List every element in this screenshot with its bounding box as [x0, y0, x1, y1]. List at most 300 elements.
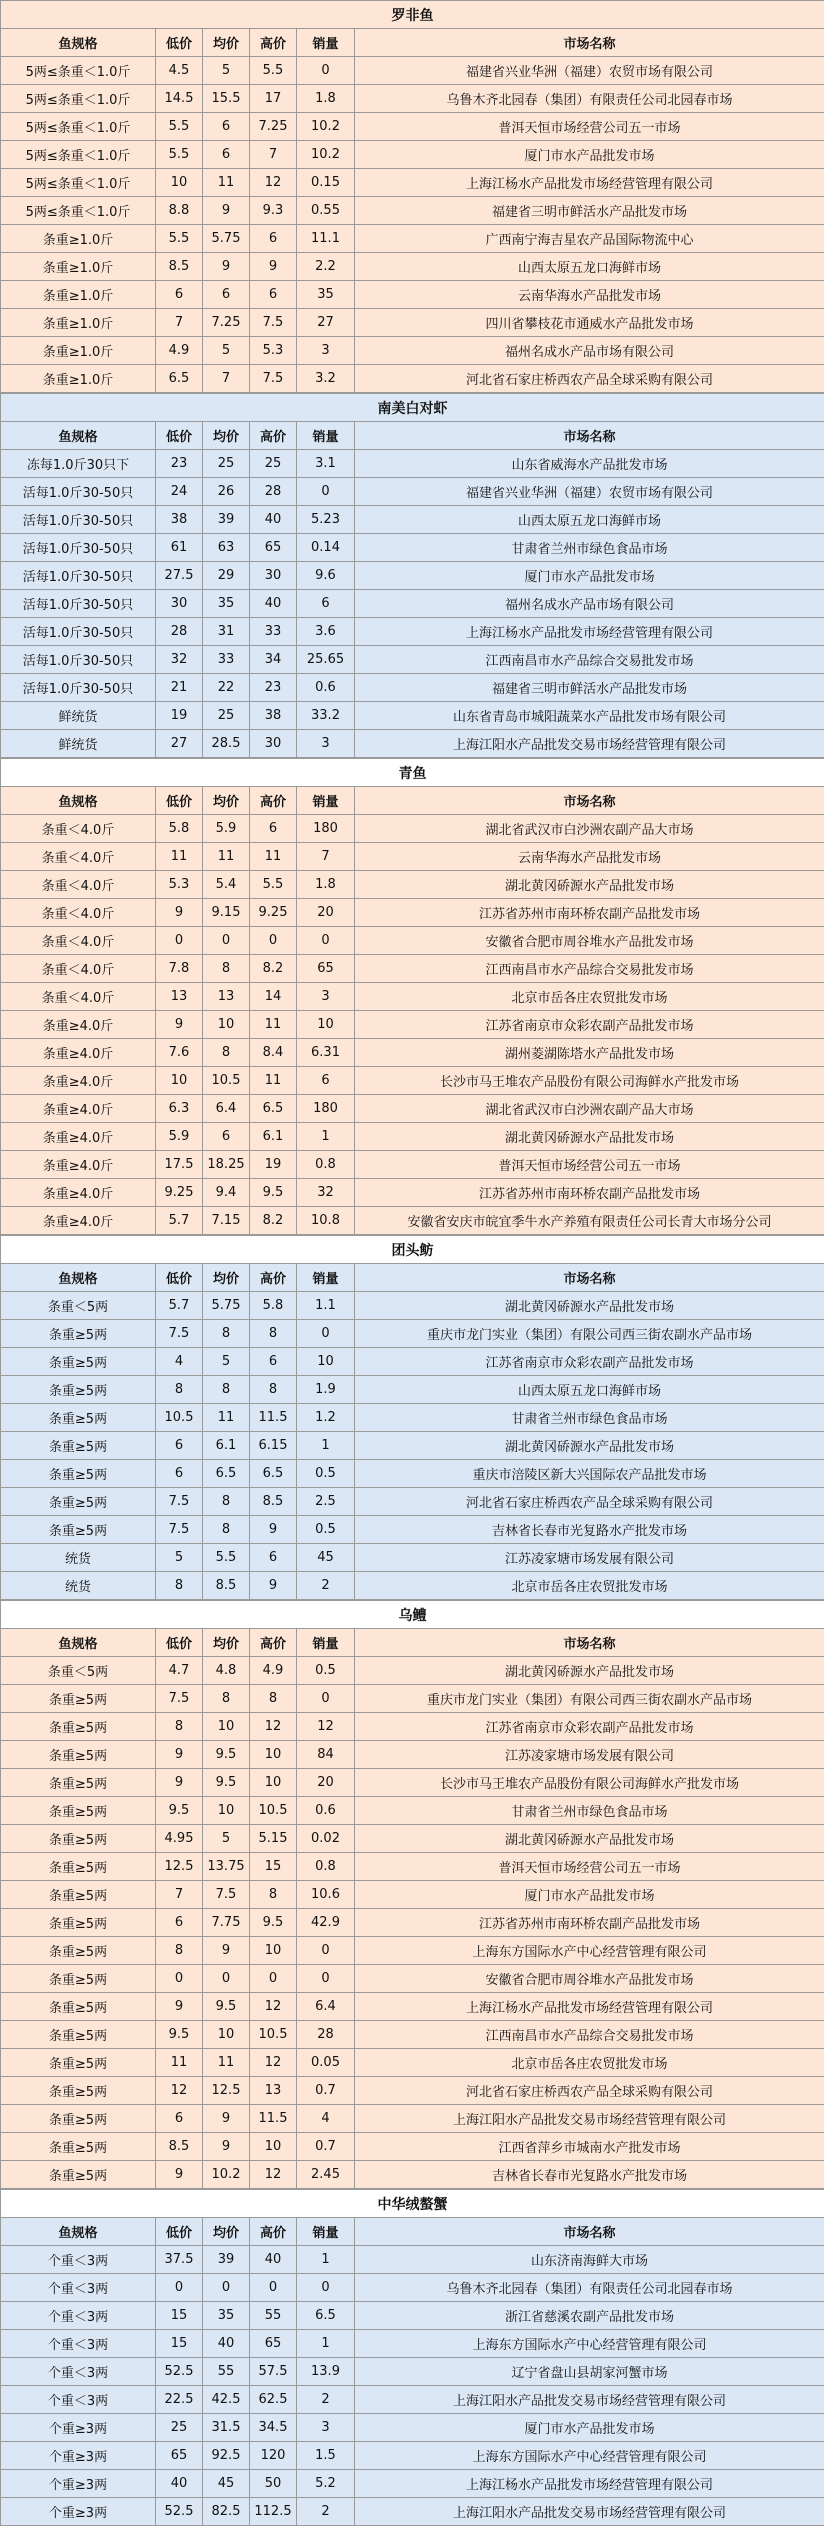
low-price-cell: 38 — [156, 506, 203, 534]
low-price-cell: 9 — [156, 899, 203, 927]
volume-header: 销量 — [297, 1629, 355, 1657]
market-cell: 乌鲁木齐北园春（集团）有限责任公司北园春市场 — [355, 2274, 824, 2302]
avg-price-cell: 6.5 — [203, 1460, 250, 1488]
table-row — [1, 1516, 824, 1544]
spec-cell: 条重≥4.0斤 — [1, 1095, 156, 1123]
low-price-cell: 21 — [156, 674, 203, 702]
spec-cell: 条重≥5两 — [1, 1376, 156, 1404]
market-cell: 湖州菱湖陈塔水产品批发市场 — [355, 1039, 824, 1067]
avg-price-cell: 6 — [203, 141, 250, 169]
avg-price-cell: 9 — [203, 197, 250, 225]
high-price-header: 高价 — [250, 1629, 297, 1657]
low-price-cell: 65 — [156, 2442, 203, 2470]
table-row — [1, 197, 824, 225]
market-cell: 安徽省合肥市周谷堆水产品批发市场 — [355, 1965, 824, 1993]
table-row — [1, 1769, 824, 1797]
table-row — [1, 871, 824, 899]
market-cell: 吉林省长春市光复路水产批发市场 — [355, 2161, 824, 2189]
avg-price-cell: 5.9 — [203, 815, 250, 843]
table-row — [1, 702, 824, 730]
table-row — [1, 2049, 824, 2077]
low-price-cell: 10 — [156, 169, 203, 197]
avg-price-cell: 82.5 — [203, 2498, 250, 2526]
volume-cell: 0 — [297, 478, 355, 506]
section-title: 乌鳢 — [1, 1601, 824, 1629]
volume-cell: 2.2 — [297, 253, 355, 281]
low-price-cell: 14.5 — [156, 85, 203, 113]
low-price-cell: 5.3 — [156, 871, 203, 899]
spec-cell: 条重≥5两 — [1, 1516, 156, 1544]
market-cell: 甘肃省兰州市绿色食品市场 — [355, 1797, 824, 1825]
table-row — [1, 843, 824, 871]
volume-cell: 45 — [297, 1544, 355, 1572]
market-cell: 长沙市马王堆农产品股份有限公司海鲜水产批发市场 — [355, 1067, 824, 1095]
volume-cell: 33.2 — [297, 702, 355, 730]
volume-cell: 10.8 — [297, 1207, 355, 1235]
section-title-row — [1, 394, 824, 422]
volume-cell: 0.14 — [297, 534, 355, 562]
market-cell: 湖北省武汉市白沙洲农副产品大市场 — [355, 1095, 824, 1123]
table-row — [1, 1937, 824, 1965]
volume-cell: 28 — [297, 2021, 355, 2049]
spec-cell: 条重＜5两 — [1, 1657, 156, 1685]
volume-cell: 0 — [297, 1965, 355, 1993]
high-price-cell: 8.2 — [250, 1207, 297, 1235]
spec-cell: 条重≥5两 — [1, 1348, 156, 1376]
volume-cell: 3 — [297, 2414, 355, 2442]
table-row — [1, 2386, 824, 2414]
low-price-cell: 4.7 — [156, 1657, 203, 1685]
low-price-cell: 8.8 — [156, 197, 203, 225]
volume-cell: 1 — [297, 1432, 355, 1460]
avg-price-cell: 4.8 — [203, 1657, 250, 1685]
avg-price-cell: 9 — [203, 2105, 250, 2133]
high-price-cell: 6.15 — [250, 1432, 297, 1460]
table-row — [1, 674, 824, 702]
high-price-cell: 57.5 — [250, 2358, 297, 2386]
spec-cell: 鲜统货 — [1, 730, 156, 758]
market-cell: 江西省萍乡市城南水产批发市场 — [355, 2133, 824, 2161]
low-price-cell: 6 — [156, 281, 203, 309]
market-cell: 普洱天恒市场经营公司五一市场 — [355, 113, 824, 141]
market-cell: 山西太原五龙口海鲜市场 — [355, 1376, 824, 1404]
volume-cell: 27 — [297, 309, 355, 337]
spec-cell: 5两≤条重＜1.0斤 — [1, 141, 156, 169]
table-row — [1, 927, 824, 955]
market-cell: 湖北黄冈硚源水产品批发市场 — [355, 1432, 824, 1460]
volume-cell: 0.6 — [297, 1797, 355, 1825]
spec-cell: 条重≥4.0斤 — [1, 1179, 156, 1207]
section-table-qingyu — [0, 758, 824, 1235]
table-row — [1, 618, 824, 646]
volume-cell: 0.8 — [297, 1151, 355, 1179]
avg-price-cell: 35 — [203, 2302, 250, 2330]
market-cell: 江西南昌市水产品综合交易批发市场 — [355, 955, 824, 983]
spec-cell: 条重≥5两 — [1, 1769, 156, 1797]
table-row — [1, 2330, 824, 2358]
avg-price-header: 均价 — [203, 422, 250, 450]
table-row — [1, 2021, 824, 2049]
table-row — [1, 1320, 824, 1348]
market-cell: 四川省攀枝花市通威水产品批发市场 — [355, 309, 824, 337]
table-row — [1, 1207, 824, 1235]
volume-cell: 1 — [297, 2246, 355, 2274]
volume-cell: 7 — [297, 843, 355, 871]
market-cell: 湖北黄冈硚源水产品批发市场 — [355, 1657, 824, 1685]
avg-price-cell: 13.75 — [203, 1853, 250, 1881]
market-cell: 江苏省苏州市南环桥农副产品批发市场 — [355, 1909, 824, 1937]
high-price-cell: 12 — [250, 1993, 297, 2021]
table-row — [1, 562, 824, 590]
spec-cell: 个重＜3两 — [1, 2386, 156, 2414]
high-price-cell: 55 — [250, 2302, 297, 2330]
market-cell: 广西南宁海吉星农产品国际物流中心 — [355, 225, 824, 253]
volume-cell: 84 — [297, 1741, 355, 1769]
spec-cell: 个重≥3两 — [1, 2470, 156, 2498]
low-price-cell: 8 — [156, 1572, 203, 1600]
table-row — [1, 2274, 824, 2302]
high-price-cell: 7.5 — [250, 365, 297, 393]
market-cell: 云南华海水产品批发市场 — [355, 843, 824, 871]
volume-cell: 1.8 — [297, 85, 355, 113]
high-price-cell: 7.5 — [250, 309, 297, 337]
high-price-cell: 62.5 — [250, 2386, 297, 2414]
spec-cell: 条重≥5两 — [1, 1741, 156, 1769]
section-table-baiduixia — [0, 393, 824, 758]
avg-price-cell: 10 — [203, 1797, 250, 1825]
spec-cell: 条重≥5两 — [1, 1965, 156, 1993]
table-row — [1, 1011, 824, 1039]
spec-cell: 条重≥1.0斤 — [1, 281, 156, 309]
low-price-cell: 5.7 — [156, 1292, 203, 1320]
market-cell: 北京市岳各庄农贸批发市场 — [355, 2049, 824, 2077]
table-row — [1, 730, 824, 758]
high-price-cell: 9.25 — [250, 899, 297, 927]
market-cell: 山西太原五龙口海鲜市场 — [355, 506, 824, 534]
spec-cell: 条重≥5两 — [1, 1993, 156, 2021]
high-price-cell: 10.5 — [250, 1797, 297, 1825]
section-title-row — [1, 1236, 824, 1264]
market-cell: 福建省三明市鲜活水产品批发市场 — [355, 197, 824, 225]
low-price-cell: 11 — [156, 843, 203, 871]
high-price-cell: 6 — [250, 1544, 297, 1572]
volume-cell: 180 — [297, 815, 355, 843]
avg-price-cell: 5.75 — [203, 1292, 250, 1320]
spec-cell: 条重≥5两 — [1, 1881, 156, 1909]
low-price-cell: 27 — [156, 730, 203, 758]
market-cell: 甘肃省兰州市绿色食品市场 — [355, 1404, 824, 1432]
market-cell: 厦门市水产品批发市场 — [355, 562, 824, 590]
avg-price-cell: 7.15 — [203, 1207, 250, 1235]
table-row — [1, 57, 824, 85]
avg-price-cell: 11 — [203, 2049, 250, 2077]
avg-price-cell: 7.25 — [203, 309, 250, 337]
section-table-xie — [0, 2189, 824, 2526]
avg-price-cell: 8 — [203, 1516, 250, 1544]
volume-cell: 11.1 — [297, 225, 355, 253]
low-price-cell: 7.5 — [156, 1516, 203, 1544]
spec-cell: 5两≤条重＜1.0斤 — [1, 57, 156, 85]
table-row — [1, 1151, 824, 1179]
avg-price-cell: 5 — [203, 1825, 250, 1853]
low-price-cell: 5.9 — [156, 1123, 203, 1151]
avg-price-cell: 8 — [203, 1685, 250, 1713]
spec-cell: 统货 — [1, 1544, 156, 1572]
market-cell: 江苏省南京市众彩农副产品批发市场 — [355, 1011, 824, 1039]
volume-cell: 4 — [297, 2105, 355, 2133]
low-price-header: 低价 — [156, 29, 203, 57]
market-cell: 江苏省苏州市南环桥农副产品批发市场 — [355, 899, 824, 927]
high-price-cell: 0 — [250, 2274, 297, 2302]
table-row — [1, 1657, 824, 1685]
market-cell: 长沙市马王堆农产品股份有限公司海鲜水产批发市场 — [355, 1769, 824, 1797]
table-row — [1, 85, 824, 113]
low-price-cell: 9 — [156, 1769, 203, 1797]
high-price-cell: 40 — [250, 590, 297, 618]
low-price-cell: 4.95 — [156, 1825, 203, 1853]
high-price-cell: 5.5 — [250, 871, 297, 899]
market-cell: 上海江阳水产品批发交易市场经营管理有限公司 — [355, 2498, 824, 2526]
market-cell: 湖北黄冈硚源水产品批发市场 — [355, 1825, 824, 1853]
volume-header: 销量 — [297, 787, 355, 815]
volume-cell: 5.23 — [297, 506, 355, 534]
spec-header: 鱼规格 — [1, 29, 156, 57]
volume-cell: 0.15 — [297, 169, 355, 197]
avg-price-cell: 22 — [203, 674, 250, 702]
low-price-cell: 9.25 — [156, 1179, 203, 1207]
low-price-cell: 6 — [156, 1909, 203, 1937]
market-cell: 厦门市水产品批发市场 — [355, 1881, 824, 1909]
market-cell: 湖北黄冈硚源水产品批发市场 — [355, 871, 824, 899]
avg-price-cell: 8 — [203, 1320, 250, 1348]
volume-cell: 6 — [297, 590, 355, 618]
high-price-header: 高价 — [250, 2218, 297, 2246]
spec-cell: 5两≤条重＜1.0斤 — [1, 169, 156, 197]
volume-cell: 0.02 — [297, 1825, 355, 1853]
section-title: 青鱼 — [1, 759, 824, 787]
table-row — [1, 2442, 824, 2470]
market-cell: 云南华海水产品批发市场 — [355, 281, 824, 309]
volume-cell: 0.8 — [297, 1853, 355, 1881]
high-price-cell: 10.5 — [250, 2021, 297, 2049]
avg-price-cell: 0 — [203, 1965, 250, 1993]
table-row — [1, 225, 824, 253]
spec-cell: 5两≤条重＜1.0斤 — [1, 197, 156, 225]
market-cell: 上海江杨水产品批发市场经营管理有限公司 — [355, 618, 824, 646]
volume-cell: 6 — [297, 1067, 355, 1095]
avg-price-cell: 5 — [203, 337, 250, 365]
spec-cell: 条重＜4.0斤 — [1, 899, 156, 927]
spec-cell: 条重≥5两 — [1, 1460, 156, 1488]
avg-price-cell: 8 — [203, 955, 250, 983]
volume-cell: 10 — [297, 1011, 355, 1039]
high-price-cell: 10 — [250, 2133, 297, 2161]
high-price-cell: 9 — [250, 1516, 297, 1544]
table-row — [1, 815, 824, 843]
low-price-cell: 8 — [156, 1713, 203, 1741]
low-price-cell: 6 — [156, 1432, 203, 1460]
table-row — [1, 253, 824, 281]
low-price-cell: 22.5 — [156, 2386, 203, 2414]
volume-cell: 0 — [297, 927, 355, 955]
high-price-cell: 10 — [250, 1937, 297, 1965]
table-row — [1, 646, 824, 674]
column-header-row — [1, 1264, 824, 1292]
market-cell: 江苏凌家塘市场发展有限公司 — [355, 1741, 824, 1769]
high-price-cell: 5.5 — [250, 57, 297, 85]
spec-cell: 条重≥5两 — [1, 2049, 156, 2077]
avg-price-cell: 5 — [203, 57, 250, 85]
spec-cell: 条重≥5两 — [1, 2161, 156, 2189]
market-cell: 普洱天恒市场经营公司五一市场 — [355, 1151, 824, 1179]
table-row — [1, 590, 824, 618]
section-title-row — [1, 1, 824, 29]
spec-cell: 条重≥5两 — [1, 2021, 156, 2049]
high-price-cell: 8 — [250, 1881, 297, 1909]
volume-cell: 12 — [297, 1713, 355, 1741]
market-cell: 江苏省南京市众彩农副产品批发市场 — [355, 1348, 824, 1376]
avg-price-cell: 0 — [203, 2274, 250, 2302]
low-price-cell: 25 — [156, 2414, 203, 2442]
avg-price-cell: 8 — [203, 1488, 250, 1516]
market-cell: 福建省兴业华洲（福建）农贸市场有限公司 — [355, 57, 824, 85]
spec-cell: 条重＜4.0斤 — [1, 843, 156, 871]
spec-cell: 个重＜3两 — [1, 2358, 156, 2386]
avg-price-cell: 26 — [203, 478, 250, 506]
section-table-luofei — [0, 0, 824, 393]
volume-cell: 1 — [297, 1123, 355, 1151]
avg-price-cell: 55 — [203, 2358, 250, 2386]
avg-price-cell: 28.5 — [203, 730, 250, 758]
avg-price-cell: 10 — [203, 1713, 250, 1741]
high-price-cell: 6 — [250, 281, 297, 309]
market-cell: 江苏凌家塘市场发展有限公司 — [355, 1544, 824, 1572]
spec-cell: 条重≥1.0斤 — [1, 225, 156, 253]
high-price-cell: 11.5 — [250, 1404, 297, 1432]
low-price-cell: 9.5 — [156, 2021, 203, 2049]
avg-price-cell: 45 — [203, 2470, 250, 2498]
market-cell: 普洱天恒市场经营公司五一市场 — [355, 1853, 824, 1881]
volume-cell: 10.2 — [297, 113, 355, 141]
high-price-cell: 65 — [250, 2330, 297, 2358]
high-price-cell: 12 — [250, 169, 297, 197]
spec-cell: 冻每1.0斤30只下 — [1, 450, 156, 478]
high-price-cell: 8 — [250, 1685, 297, 1713]
low-price-header: 低价 — [156, 1264, 203, 1292]
spec-cell: 条重≥5两 — [1, 2133, 156, 2161]
market-cell: 上海江杨水产品批发市场经营管理有限公司 — [355, 2470, 824, 2498]
high-price-header: 高价 — [250, 1264, 297, 1292]
low-price-cell: 52.5 — [156, 2358, 203, 2386]
high-price-cell: 25 — [250, 450, 297, 478]
spec-header: 鱼规格 — [1, 1264, 156, 1292]
avg-price-cell: 0 — [203, 927, 250, 955]
market-cell: 河北省石家庄桥西农产品全球采购有限公司 — [355, 2077, 824, 2105]
table-row — [1, 1432, 824, 1460]
volume-cell: 2 — [297, 2386, 355, 2414]
table-row — [1, 1685, 824, 1713]
volume-cell: 3 — [297, 983, 355, 1011]
low-price-cell: 5.5 — [156, 141, 203, 169]
low-price-cell: 11 — [156, 2049, 203, 2077]
low-price-header: 低价 — [156, 787, 203, 815]
avg-price-cell: 31.5 — [203, 2414, 250, 2442]
table-row — [1, 2161, 824, 2189]
volume-cell: 9.6 — [297, 562, 355, 590]
low-price-cell: 6.5 — [156, 365, 203, 393]
avg-price-cell: 8 — [203, 1039, 250, 1067]
avg-price-cell: 25 — [203, 450, 250, 478]
high-price-cell: 9.5 — [250, 1909, 297, 1937]
market-cell: 湖北黄冈硚源水产品批发市场 — [355, 1123, 824, 1151]
high-price-cell: 9 — [250, 253, 297, 281]
spec-cell: 个重≥3两 — [1, 2498, 156, 2526]
avg-price-cell: 29 — [203, 562, 250, 590]
spec-header: 鱼规格 — [1, 2218, 156, 2246]
volume-cell: 32 — [297, 1179, 355, 1207]
high-price-cell: 7 — [250, 141, 297, 169]
high-price-cell: 30 — [250, 730, 297, 758]
spec-cell: 条重≥5两 — [1, 1685, 156, 1713]
market-cell: 乌鲁木齐北园春（集团）有限责任公司北园春市场 — [355, 85, 824, 113]
market-cell: 上海江阳水产品批发交易市场经营管理有限公司 — [355, 2386, 824, 2414]
avg-price-cell: 7 — [203, 365, 250, 393]
section-title: 中华绒螯蟹 — [1, 2190, 824, 2218]
table-row — [1, 1825, 824, 1853]
avg-price-cell: 9.5 — [203, 1741, 250, 1769]
low-price-cell: 17.5 — [156, 1151, 203, 1179]
section-title: 南美白对虾 — [1, 394, 824, 422]
table-row — [1, 1741, 824, 1769]
avg-price-cell: 92.5 — [203, 2442, 250, 2470]
market-cell: 甘肃省兰州市绿色食品市场 — [355, 534, 824, 562]
table-row — [1, 1179, 824, 1207]
volume-cell: 5.2 — [297, 2470, 355, 2498]
volume-cell: 0 — [297, 57, 355, 85]
spec-cell: 活每1.0斤30-50只 — [1, 506, 156, 534]
volume-cell: 0 — [297, 1320, 355, 1348]
volume-cell: 0 — [297, 1937, 355, 1965]
volume-cell: 0.5 — [297, 1460, 355, 1488]
low-price-cell: 15 — [156, 2302, 203, 2330]
table-row — [1, 450, 824, 478]
high-price-cell: 6 — [250, 225, 297, 253]
table-row — [1, 2358, 824, 2386]
table-row — [1, 2077, 824, 2105]
avg-price-cell: 42.5 — [203, 2386, 250, 2414]
low-price-cell: 9 — [156, 2161, 203, 2189]
high-price-cell: 17 — [250, 85, 297, 113]
low-price-cell: 7.6 — [156, 1039, 203, 1067]
low-price-cell: 9 — [156, 1993, 203, 2021]
avg-price-cell: 15.5 — [203, 85, 250, 113]
low-price-cell: 7.5 — [156, 1320, 203, 1348]
table-row — [1, 2133, 824, 2161]
market-cell: 山东济南海鲜大市场 — [355, 2246, 824, 2274]
market-cell: 江西南昌市水产品综合交易批发市场 — [355, 646, 824, 674]
market-cell: 湖北省武汉市白沙洲农副产品大市场 — [355, 815, 824, 843]
volume-header: 销量 — [297, 2218, 355, 2246]
table-row — [1, 2105, 824, 2133]
market-cell: 北京市岳各庄农贸批发市场 — [355, 983, 824, 1011]
avg-price-cell: 7.75 — [203, 1909, 250, 1937]
spec-cell: 条重≥5两 — [1, 1937, 156, 1965]
low-price-cell: 7.5 — [156, 1685, 203, 1713]
table-row — [1, 1376, 824, 1404]
high-price-cell: 9.3 — [250, 197, 297, 225]
volume-cell: 0 — [297, 2274, 355, 2302]
high-price-cell: 8.5 — [250, 1488, 297, 1516]
